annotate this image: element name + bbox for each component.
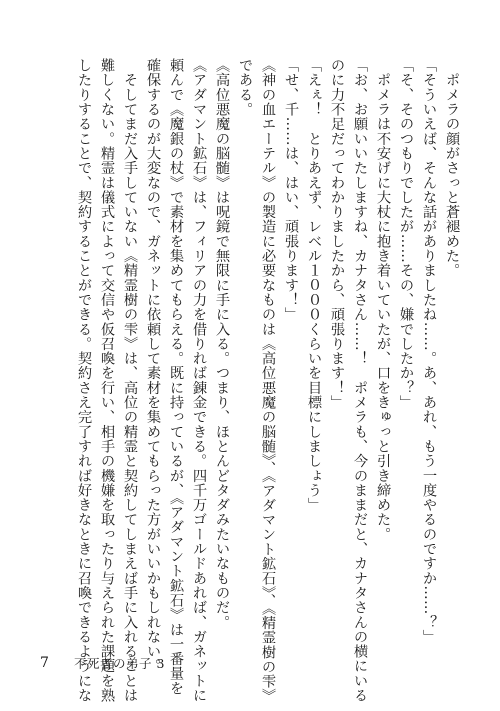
text-line: 確保するのが大変なので、ガネットに依頼して素材を集めてもらった方がいいかもしれない。 bbox=[145, 58, 161, 674]
text-line: 《神の血エーテル》の製造に必要なものは《高位悪魔の脳髄》、《アダマント鉱石》、《精霊樹の雫》 bbox=[260, 58, 276, 704]
text-line: 「お、お願いいたしますね、カナタさん……！ ポメラも、今のままだと、カナタさんの横にいる bbox=[352, 58, 368, 703]
text-line: 「そ、そのつもりでしたが……その、嫌でしたか？」 bbox=[398, 58, 414, 410]
text-line: したりすることで、契約することができる。契約さえ完了すれば好きなときに召喚できるようにな bbox=[76, 58, 92, 703]
text-line: 《アダマント鉱石》は、フィリアの力を借りれば錬金できる。四千万ゴールドあれば、ガネットに bbox=[191, 58, 207, 703]
page-number: 7 bbox=[40, 655, 49, 671]
text-line: 難しくない。精霊は儀式によって交信や仮召喚を行い、相手の機嫌を取ったり与えられた課題を熟 bbox=[99, 58, 115, 703]
text-line: そしてまだ入手していない《精霊樹の雫》は、高位の精霊と契約してしまえば手に入れることは bbox=[122, 58, 138, 703]
running-head: 不死者の弟子 3 bbox=[74, 656, 165, 671]
text-line: 《高位悪魔の脳髄》は呪鏡で無限に手に入る。つまり、ほとんどタダみたいなものだ。 bbox=[214, 58, 230, 630]
text-line: 「そういえば、そんな話がありましたね……。あ、あれ、もう一度やるのですか……？」 bbox=[421, 58, 437, 644]
text-line: 「せ、千……は、はい、頑張ります！」 bbox=[283, 58, 299, 322]
text-line: 「えぇ！ とりあえず、レベル１０００くらいを目標にしましょう」 bbox=[306, 58, 322, 513]
text-line: である。 bbox=[237, 58, 253, 117]
text-line: ポメラの顔がさっと蒼褪めた。 bbox=[444, 58, 460, 278]
text-line: 頼んで《魔銀の杖》で素材を集めてもらえる。既に持っているが、《アダマント鉱石》は一番量を bbox=[168, 58, 184, 696]
text-line: ポメラは不安げに大杖に抱き着いていたが、口をきゅっと引き締めた。 bbox=[375, 58, 391, 542]
text-line: のに力不足だってわかりましたから、頑張ります！」 bbox=[329, 58, 345, 410]
